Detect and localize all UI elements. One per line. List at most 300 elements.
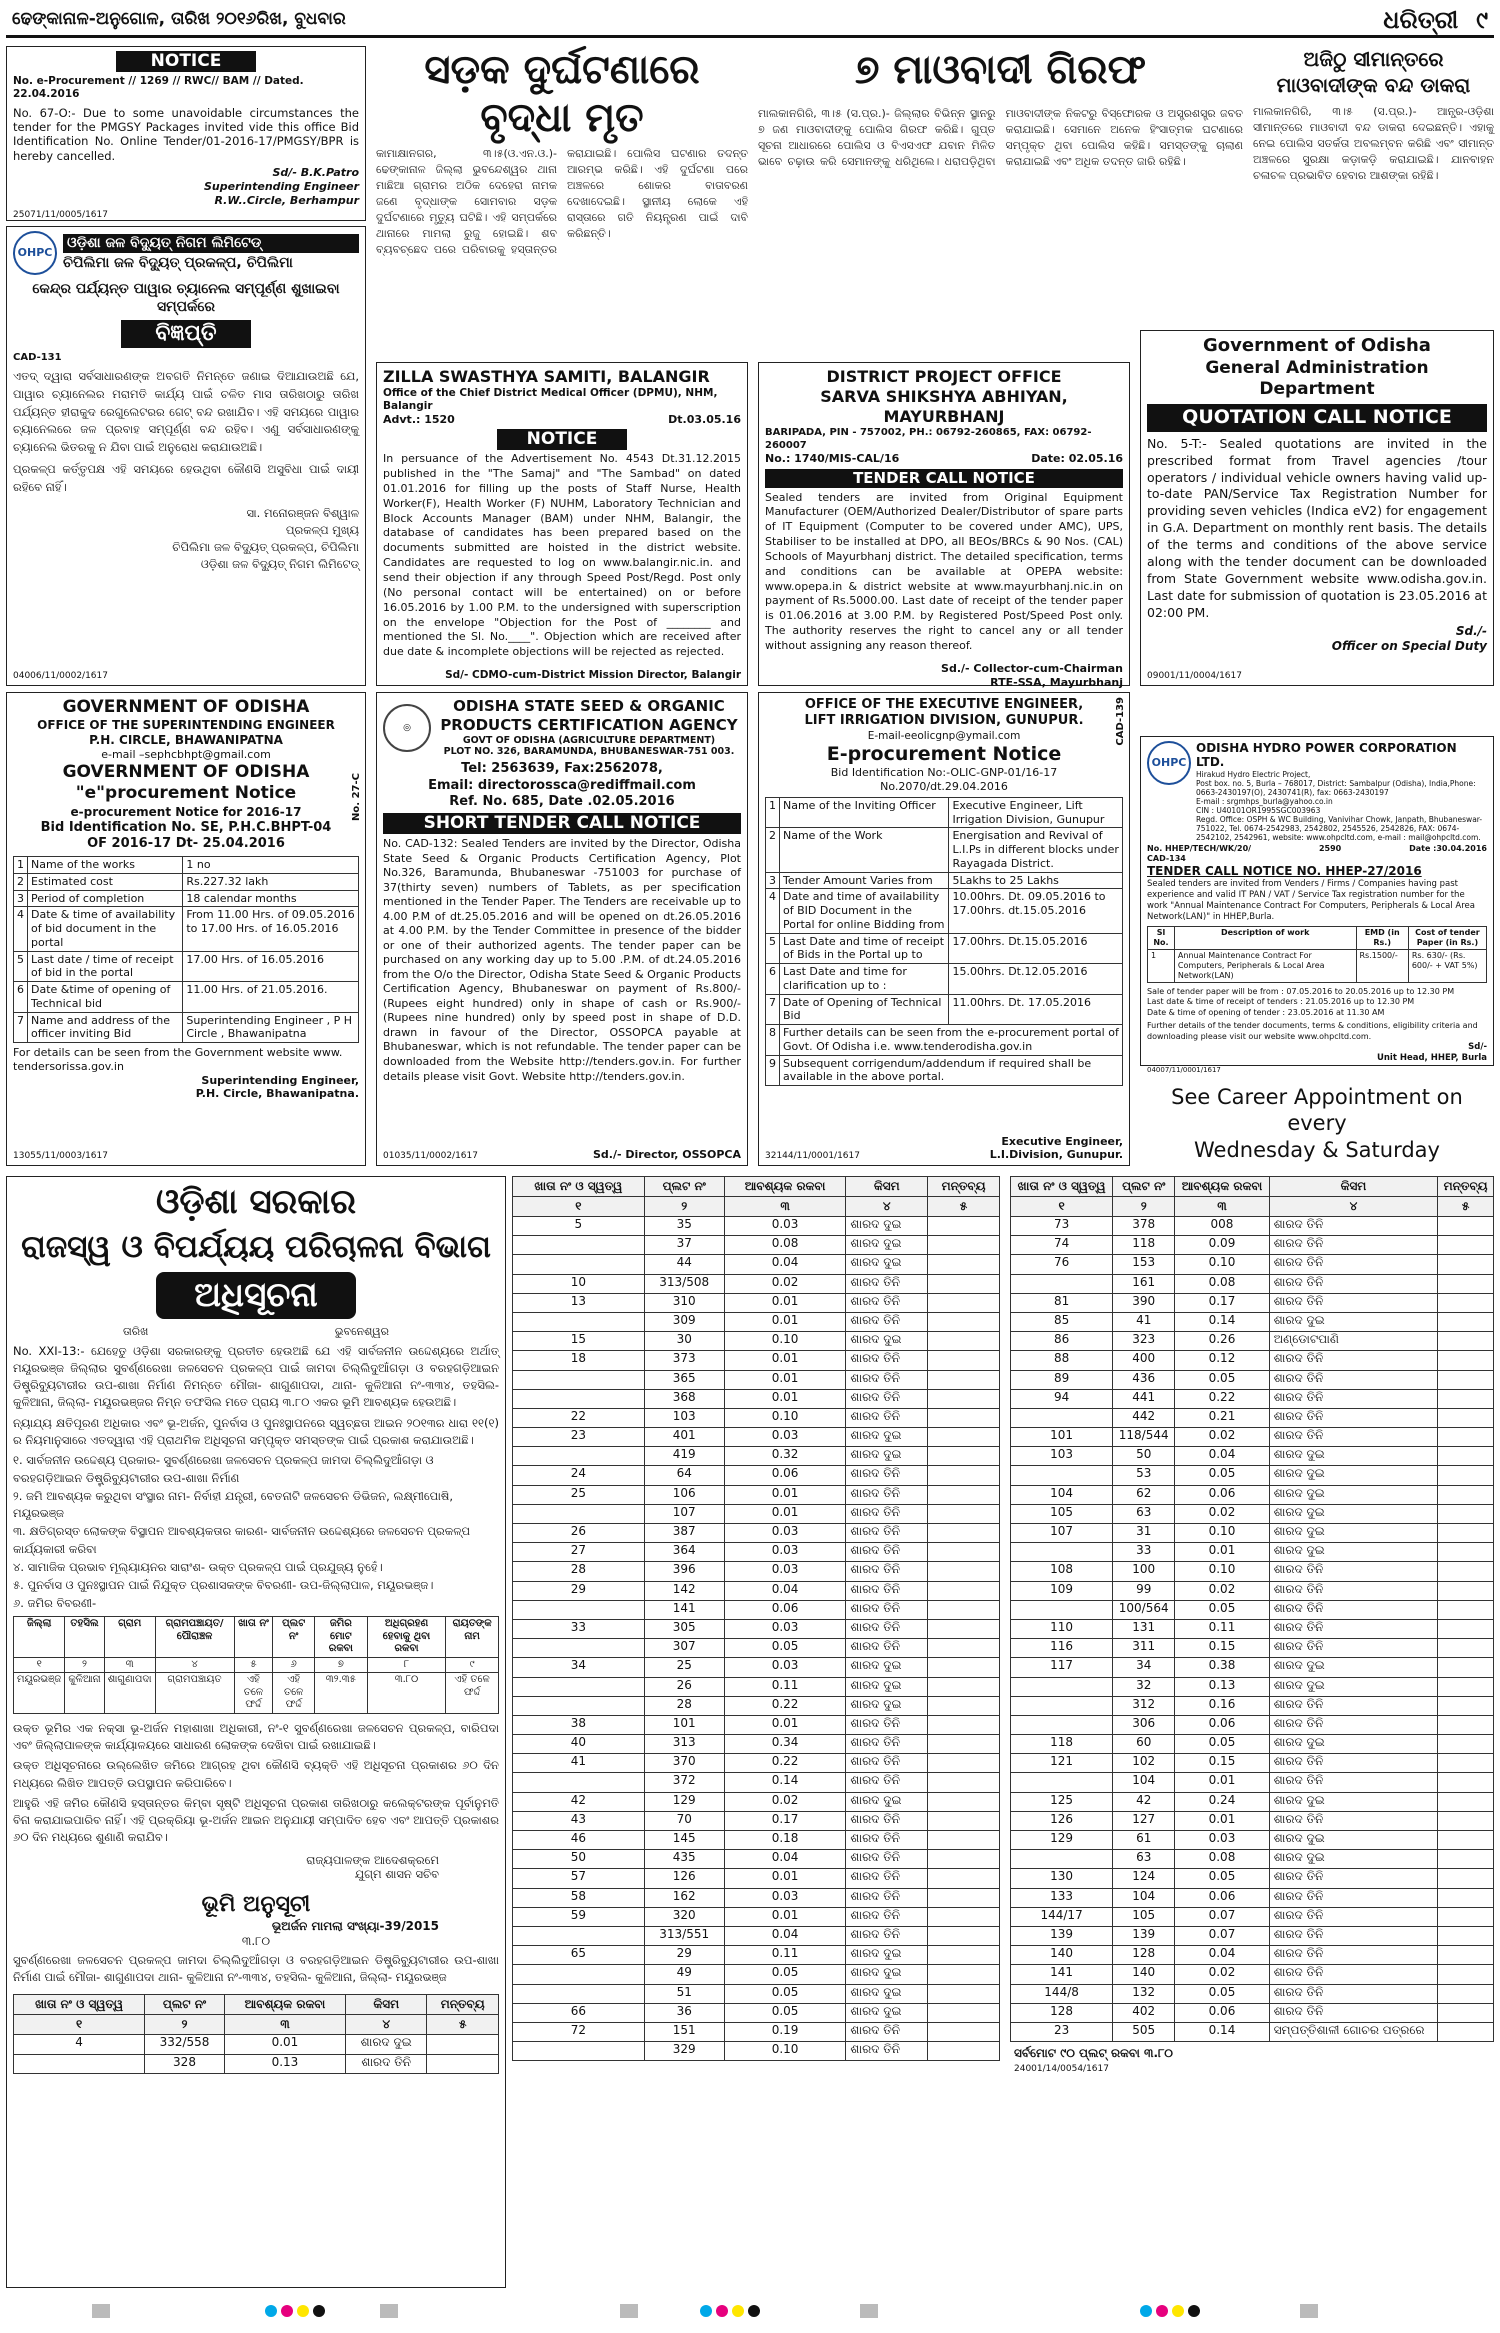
cell: ଶାରଦ ତିନି [1269,1581,1438,1600]
cell: ଶାରଦ ତିନି [1269,1965,1438,1984]
org-title-2: SARVA SHIKSHYA ABHIYAN, MAYURBHANJ [820,387,1068,426]
cell: 364 [644,1543,724,1562]
table-row [513,1850,1000,1869]
cell [1438,1639,1494,1658]
cell: ଶାରଦ ଦୁଇ [846,1677,928,1696]
cell: 309 [644,1312,724,1331]
table-row [513,1792,1000,1811]
cell: ଶାରଦ ତିନି [846,2042,928,2061]
schedule-area: ୩.୮୦ [241,1933,271,1948]
cell [1438,1370,1494,1389]
cell [1438,1677,1494,1696]
cell [1011,1600,1113,1619]
cell: ଶାରଦ ତିନି [846,1485,928,1504]
cell: 121 [1011,1754,1113,1773]
cell: 100/564 [1113,1600,1175,1619]
revenue-notification [6,1176,506,2288]
table-row [1011,2003,1494,2022]
cell: ଶାରଦ ତିନି [1269,1715,1438,1734]
cell: 34 [513,1658,645,1677]
cell: 53 [1113,1466,1175,1485]
cell: 144/17 [1011,1907,1113,1926]
cell: ଶାରଦ ତିନି [846,1907,928,1926]
table-row [513,1811,1000,1830]
table-row [513,1447,1000,1466]
cell: 4 [14,2035,145,2054]
cmyk-dot-cyan [265,2305,277,2317]
cell [928,1504,1000,1523]
cell: 105 [1011,1504,1113,1523]
cell: 0.32 [724,1447,846,1466]
org-title-4: GOVERNMENT OF ODISHA [62,762,310,782]
cell [928,1428,1000,1447]
cmyk-dot-magenta [1156,2305,1168,2317]
cell: 0.10 [1175,1524,1269,1543]
header-cell: ପ୍ଲଟ ନଂ [1113,1177,1175,1197]
cell: 108 [1011,1562,1113,1581]
sign-line-1: Sd/- [1468,1041,1487,1052]
cell [1438,1562,1494,1581]
cell: ଶାରଦ ଦୁଇ [846,1217,928,1236]
cell: 38 [513,1715,645,1734]
cell: 1 [766,797,780,828]
cell: 25 [513,1485,645,1504]
cell: 24 [513,1466,645,1485]
page-number: ୯ [1476,5,1488,34]
advt-no: Advt.: 1520 [383,413,455,427]
cell: 323 [1113,1332,1175,1351]
table-row [766,872,1123,889]
cell: 0.05 [1175,1600,1269,1619]
cell: 139 [1113,1926,1175,1945]
cell: 43 [513,1811,645,1830]
cell: 0.22 [724,1696,846,1715]
header-cell: ମନ୍ତବ୍ୟ [1438,1177,1494,1197]
registration-block [380,2304,398,2318]
cell: 37 [644,1236,724,1255]
cell: 441 [1113,1389,1175,1408]
table-row [14,2054,499,2073]
cell: 124 [1113,1869,1175,1888]
cell [1438,1466,1494,1485]
cell: 401 [644,1428,724,1447]
cell: ୩.୮୦ [367,1673,445,1714]
cell [513,1926,645,1945]
cell: 0.02 [1175,1965,1269,1984]
cell [513,1600,645,1619]
cell: ଶାରଦ ତିନି [846,1581,928,1600]
cell: ଶାରଦ ଦୁଇ [846,1658,928,1677]
cell: 0.05 [1175,1984,1269,2003]
table-row [14,1673,499,1714]
item-6: ୬. ଜମିର ବିବରଣୀ- [13,1595,97,1610]
cell: ଶାରଦ ଦୁଇ [846,1428,928,1447]
news-headline: ଅଜିଠୁ ସୀମାନ୍ତରେ ମାଓବାଦୀଙ୍କ ବନ୍ଦ ଡାକରା [1276,47,1471,97]
ossopca-tender-notice [376,692,748,1166]
table-row [513,1562,1000,1581]
cell [928,1773,1000,1792]
cell: ଶାରଦ ଦୁଇ [846,1696,928,1715]
cell: 27 [513,1543,645,1562]
cell: 34 [1113,1658,1175,1677]
cell: 0.01 [1175,1811,1269,1830]
cell: 22 [513,1408,645,1427]
career-box [1140,1072,1494,1166]
cell: 15 [513,1332,645,1351]
cell: ଶାରଦ ତିନି [846,1562,928,1581]
cell [1438,1696,1494,1715]
notice-heading: SHORT TENDER CALL NOTICE [383,813,741,834]
org-sub-5: Regd. Office: OSPH & WC Building, Vanivihar Chowk, Janpath, Bhubaneswar-751022, Tel. 0674-2542983, 2542802, 2545526, 2542826, FAX: 0674-2542102, 2542961, website: www.ohpcltd.com, e-mail : mail@ohpcltd.com. [1196,814,1483,842]
table-row [1011,1332,1494,1351]
cell: 118/544 [1113,1428,1175,1447]
cell: ଶାରଦ ତିନି [846,1926,928,1945]
cell: ଗ୍ରାମପଞ୍ଚାୟତ [155,1673,234,1714]
table-row [513,1984,1000,2003]
cell: Name of the works [28,857,183,874]
cell: ଶାରଦ ତିନି [1269,1236,1438,1255]
cell: 0.05 [724,1639,846,1658]
cell: 373 [644,1351,724,1370]
cell: Energisation and Revival of L.I.Ps in different blocks under Rayagada District. [949,828,1123,872]
cell [513,1312,645,1331]
sign-line-1: Superintending Engineer, [201,1073,359,1087]
cell: 0.14 [1175,2022,1269,2041]
cell: 62 [1113,1485,1175,1504]
cell [1438,2022,1494,2041]
cell: 100 [1113,1562,1175,1581]
header-cell: ୪ [1269,1197,1438,1217]
header-cell: ଖାତା ନଂ ଓ ସ୍ୱତ୍ୱ [1011,1177,1113,1197]
cell: ଶାରଦ ତିନି [846,1543,928,1562]
cell: Further details can be seen from the e-procurement portal of Govt. Of Odisha i.e. www.tenderodisha.gov.in [780,1025,1123,1056]
table-row [513,1332,1000,1351]
table-row [513,1715,1000,1734]
cell: ଶାରଦ ତିନି [1269,1370,1438,1389]
cell: 64 [644,1466,724,1485]
cell: 89 [1011,1370,1113,1389]
ad-ref: 25071/11/0005/1617 [13,210,108,221]
table-row [1011,1792,1494,1811]
cell [928,1389,1000,1408]
cell [1438,1888,1494,1907]
table-row [14,890,359,907]
cell: ଶାରଦ ଦୁଇ [1269,1504,1438,1523]
cell: 2 [14,873,28,890]
cell: 26 [644,1677,724,1696]
cell [928,1293,1000,1312]
cell: 436 [1113,1370,1175,1389]
news-body: ମାଲକାନଗିରି, ୩।୫ (ସ.ପ୍ର.)- ଜିଲ୍ଲାର ବିଭିନ୍ନ ସ୍ଥାନରୁ ୭ ଜଣ ମାଓବାଦୀଙ୍କୁ ପୋଲିସ ଗିରଫ କରିଛି। ଗୁପ୍ତ ସୂଚନା ଆଧାରରେ ପୋଲିସ ଓ ବିଏସଏଫ ଯବାନ ମିଳିତ ଭାବେ ଚଢ଼ାଉ କରି ସେମାନଙ୍କୁ ଧରିଥିଲେ। ଧରାପଡ଼ିଥିବା ମାଓବାଦୀଙ୍କ ନିକଟରୁ ବିସ୍ଫୋରକ ଓ ଅସ୍ତ୍ରଶସ୍ତ୍ର ଜବତ କରାଯାଇଛି। ସେମାନେ ଅନେକ ହିଂସାତ୍ମକ ଘଟଣାରେ ସମ୍ପୃକ୍ତ ଥିବା ପୋଲିସ କହିଛି। ସମସ୍ତଙ୍କୁ ଚାଲାଣ କରାଯାଇଛି ଏବଂ ଅଧିକ ତଦନ୍ତ ଜାରି ରହିଛି। [758,107,1243,168]
cell: 23 [1011,2022,1113,2041]
cell: 0.12 [1175,1351,1269,1370]
cell: 118 [1011,1735,1113,1754]
cell: 129 [644,1792,724,1811]
cell: ଶାରଦ ଦୁଇ [846,2003,928,2022]
schedule-title: ଭୂମି ଅନୁସୂଚୀ [201,1891,311,1918]
cmyk-dot-black [313,2305,325,2317]
cell: 41 [513,1754,645,1773]
zilla-swasthya-notice [376,362,748,686]
sign-line-1: Sd./- Collector-cum-Chairman [941,661,1123,675]
cell: 109 [1011,1581,1113,1600]
cell: 129 [1011,1831,1113,1850]
cell [928,1677,1000,1696]
cmyk-dot-yellow [1172,2305,1184,2317]
notice-heading: ଅଧିସୂଚନା [156,1272,356,1319]
cell: 0.01 [724,1389,846,1408]
cell: ସମ୍ପତ୍ତିଶାଳୀ ଗୋଚର ପତ୍ରରେ [1269,2022,1438,2041]
cell: Subsequent corrigendum/addendum if required shall be available in the above portal. [780,1055,1123,1086]
cell: 0.01 [1175,1543,1269,1562]
cell [928,1543,1000,1562]
header-cell: କିସମ [346,1995,427,2015]
cell: 49 [644,1965,724,1984]
cell [928,1639,1000,1658]
cell: 372 [644,1773,724,1792]
org-title-3: P.H. CIRCLE, BHAWANIPATNA [89,733,283,748]
cell: ଶାରଦ ଦୁଇ [1269,1543,1438,1562]
cell: From 11.00 Hrs. of 09.05.2016 to 17.00 Hrs. of 16.05.2016 [183,907,359,951]
cell: 4 [766,889,780,933]
cell: 162 [644,1888,724,1907]
ohpc-table [1147,926,1487,983]
table-row [513,1639,1000,1658]
notice-body: Sealed tenders are invited from Venders / Firms / Companies having past experience and valid IT PAN / VAT / Service Tax registration number for the work "Annual Maintenance Contract For Computers, Peripherals & Local Area Network(LAN)" in HHEP,Burla. [1147,878,1475,922]
cell: 51 [644,1984,724,2003]
cell: ଶାରଦ ତିନି [846,1274,928,1293]
notice-pmgsy [6,46,366,221]
news-headline: ସଡ଼କ ଦୁର୍ଘଟଣାରେ ବୃଦ୍ଧା ମୃତ [424,46,700,141]
table-row [1011,1926,1494,1945]
cell: 132 [1113,1984,1175,2003]
table-row [513,1389,1000,1408]
notice-body: ଏତଦ୍ ଦ୍ୱାରା ସର୍ବସାଧାରଣଙ୍କ ଅବଗତି ନିମନ୍ତେ ଜଣାଇ ଦିଆଯାଉଅଛି ଯେ, ପାୱାର ଚ୍ୟାନେଲର ମରାମତି କାର୍ଯ୍ୟ ପାଇଁ ଚଳିତ ମାସ ତାରିଖଠାରୁ ତାରିଖ ପର୍ଯ୍ୟନ୍ତ ହୀରାକୁଦ ରେଗୁଲେଟରର ଗେଟ୍ ବନ୍ଦ ରଖାଯିବ। ଏହି ସମୟରେ ପାୱାର ଚ୍ୟାନେଲରେ ଜଳ ପ୍ରବାହ ସମ୍ପୂର୍ଣ୍ଣ ବନ୍ଦ ରହିବ। ଏଣୁ ସର୍ବସାଧାରଣଙ୍କୁ ଚ୍ୟାନେଲ ଭିତରକୁ ନ ଯିବା ପାଇଁ ଅନୁରୋଧ କରାଯାଉଅଛି। [13,369,359,455]
cell: 0.17 [1175,1293,1269,1312]
header-cell: ୩ [224,2015,345,2035]
cell: 0.22 [1175,1389,1269,1408]
cad-ref: CAD-134 [1147,853,1186,863]
cell: 0.17 [724,1811,846,1830]
cell [1011,1543,1113,1562]
cell [513,1984,645,2003]
cell: 0.11 [724,1677,846,1696]
header-cell: EMD (in Rs.) [1356,926,1408,949]
cell: 0.11 [724,1946,846,1965]
cell: ୨ [65,1657,104,1673]
cell: 103 [1011,1447,1113,1466]
cell: ଶାରଦ ତିନି [1269,1562,1438,1581]
cell: 130 [1011,1869,1113,1888]
cell: 3 [14,890,28,907]
cell: ଶାରଦ ତିନି [1269,1869,1438,1888]
cell: 117 [1011,1658,1113,1677]
table-row [513,1658,1000,1677]
table-row [513,1600,1000,1619]
table-row [513,1907,1000,1926]
cell: 0.19 [724,2022,846,2041]
cell: 126 [1011,1811,1113,1830]
table-row [513,1370,1000,1389]
cell: ଶାରଦ ଦୁଇ [1269,1485,1438,1504]
cell [1438,1524,1494,1543]
header-cell: ଗ୍ରାମ [104,1617,155,1658]
cell: 0.24 [1175,1792,1269,1811]
table-row [1011,1831,1494,1850]
cell: 442 [1113,1408,1175,1427]
cell [1438,1773,1494,1792]
table-row [1011,1389,1494,1408]
cell: ଶାରଦ ତିନି [1269,1351,1438,1370]
cell: 0.05 [724,1984,846,2003]
cell: 76 [1011,1255,1113,1274]
cell: ଶାରଦ ତିନି [346,2054,427,2073]
cell: ଶାରଦ ଦୁଇ [1269,1658,1438,1677]
cell: 125 [1011,1792,1113,1811]
cell: 28 [513,1562,645,1581]
cell: 59 [513,1907,645,1926]
table-row [1011,1312,1494,1331]
cell: 107 [1011,1524,1113,1543]
cell: 0.02 [1175,1428,1269,1447]
land-table [512,1176,1000,2061]
cell: 0.01 [224,2035,345,2054]
org-title-1: ODISHA STATE SEED & ORGANIC [453,697,725,715]
cell: Date and time of availability of BID Document in the Portal for online Bidding from [780,889,949,933]
date-label: ତାରିଖ [123,1324,149,1338]
cell: ଶାରଦ ତିନି [1269,1907,1438,1926]
header-cell: Cost of tender Paper (in Rs.) [1408,926,1486,949]
cell: 145 [644,1831,724,1850]
table-row [766,797,1123,828]
cell: 8 [766,1025,780,1056]
cell: ଶାରଦ ତିନି [1269,1428,1438,1447]
table-row [1011,1581,1494,1600]
table-row [513,1619,1000,1638]
ad-ref: 09001/11/0004/1617 [1147,670,1242,681]
cell: କୁଳିଆନା [65,1673,104,1714]
cell: 139 [1011,1926,1113,1945]
cell: 44 [644,1255,724,1274]
cell: ଶାରଦ ଦୁଇ [846,1332,928,1351]
table-row [513,1965,1000,1984]
cell: 116 [1011,1639,1113,1658]
schedule-table [13,1994,499,2073]
notice-subject: କେନ୍ଦ୍ର ପର୍ଯ୍ୟନ୍ତ ପାୱାର ଚ୍ୟାନେଲ ସମ୍ପୂର୍ଣ୍ଣ ଶୁଖାଇବା ସମ୍ପର୍କରେ [32,281,340,315]
org-title-1: DISTRICT PROJECT OFFICE [826,367,1062,386]
cell [928,1869,1000,1888]
land-detail-table [13,1616,499,1714]
cell: 370 [644,1754,724,1773]
cell: 400 [1113,1351,1175,1370]
cell [1438,1255,1494,1274]
cell: 141 [644,1600,724,1619]
cell: 0.10 [724,1408,846,1427]
notice-body: Sealed tenders are invited from Original Equipment Manufacturer (OEM/Authorized Dealer/Distributor of spare parts of IT Equipment (Computer to be covered under AMC), UPS, Stabiliser to be installed at DPO, all BEOs/BRCs & 90 Nos. (CAL) Schools of Mayurbhanj district. The detailed specification, terms and conditions can be available at OPEPA website: www.opepa.in & district website at www.mayurbhanj.nic.in on payment of Rs.5000.00. Last date of receipt of the tender paper is 01.06.2016 at 3.00 P.M. by Registered Post/Speed Post only. The authority reserves the right to cancel any or all tender without assigning any reason thereof. [765,490,1123,652]
cell [928,1984,1000,2003]
org-title-2: PRODUCTS CERTIFICATION AGENCY [440,715,738,734]
header-cell: ପ୍ଲଟ ନଂ [145,1995,225,2015]
cell: 505 [1113,2022,1175,2041]
cell: 5 [14,951,28,982]
cell: ଶାରଦ ଦୁଇ [846,1792,928,1811]
table-row [1011,1850,1494,1869]
cell: 18 calendar months [183,890,359,907]
cell [513,1447,645,1466]
cell: ଏହି ତଳେ ଫର୍ଦ୍ଦ [273,1673,314,1714]
cmyk-dot-magenta [281,2305,293,2317]
letter-date: Date :30.04.2016 [1409,843,1487,853]
cell [1438,1332,1494,1351]
cell: 153 [1113,1255,1175,1274]
side-ref: No. 27-C [350,773,362,821]
cell: 23 [513,1428,645,1447]
cell: ଶାରଦ ତିନି [846,1831,928,1850]
org-email: E-mail-eeolicgnp@ymail.com [867,729,1021,742]
cell: ଶାରଦ ଦୁଇ [846,1946,928,1965]
org-sub-3: E-mail : srgmhps_burla@yahoo.co.in [1196,796,1333,806]
cell: Estimated cost [28,873,183,890]
item-3: ୩. କ୍ଷତିଗ୍ରସ୍ତ ଲୋକଙ୍କ ବିସ୍ଥାପନ ଆବଶ୍ୟକତାର କାରଣ- ସାର୍ବଜନୀନ ଉଦ୍ଦେଶ୍ୟରେ ଜଳସେଚନ ପ୍ରକଳ୍ପ କାର୍ଯ୍ୟକାରୀ କରିବା [13,1524,471,1557]
cell: 0.08 [1175,1850,1269,1869]
ohpc-logo-icon: OHPC [13,231,57,275]
notice-footer: For details can be seen from the Government website www. tendersorissa.gov.in [13,1046,343,1073]
cell: ଶାରଦ ତିନି [1269,1926,1438,1945]
table-row [1011,1677,1494,1696]
open-date: Date & time of opening of tender : 23.05.2016 at 11.30 AM [1147,1007,1385,1017]
cell: 312 [1113,1696,1175,1715]
table-row [1011,1735,1494,1754]
cell [928,1217,1000,1236]
table-row [1011,1619,1494,1638]
cell [1438,1293,1494,1312]
cell [928,1888,1000,1907]
cell: ଶାରଦ ତିନି [846,1466,928,1485]
cell: 0.03 [724,1888,846,1907]
cell: 50 [1113,1447,1175,1466]
cell [1011,1850,1113,1869]
table-row [14,951,359,982]
table-header [513,1177,1000,1197]
notice-heading: QUOTATION CALL NOTICE [1147,404,1487,432]
cell [1438,1485,1494,1504]
sign-line-2: ଯୁଗ୍ମ ଶାସନ ସଚିବ [354,1866,439,1881]
ad-ref: 24001/14/0054/1617 [1014,2064,1109,2075]
table-row [513,1754,1000,1773]
sign-line-2: ପ୍ରକଳ୍ପ ମୁଖ୍ୟ [285,522,359,537]
cell: Last date / time of receipt of bid in the portal [28,951,183,982]
table-row [513,1236,1000,1255]
table-row [1011,1274,1494,1293]
table-row [1011,1370,1494,1389]
cell [513,2042,645,2061]
table-row [14,857,359,874]
phc-eprocurement-notice [6,692,366,1166]
cell: 101 [1011,1428,1113,1447]
cell: 5Lakhs to 25 Lakhs [949,872,1123,889]
notice-body-4: ଉକ୍ତ ଅଧିସୂଚନାରେ ଉଲ୍ଲେଖିତ ଜମିରେ ଆଗ୍ରହ ଥିବା କୌଣସି ବ୍ୟକ୍ତି ଏହି ଅଧିସୂଚନା ପ୍ରକାଶର ୬୦ ଦିନ ମଧ୍ୟରେ ଲିଖିତ ଆପତ୍ତି ଉପସ୍ଥାପନ କରିପାରିବେ। [13,1758,499,1790]
letter-no: No. HHEP/TECH/WK/20/ [1147,843,1252,853]
cell: 368 [644,1389,724,1408]
cell: 0.01 [724,1504,846,1523]
cell [1438,1236,1494,1255]
cell: 328 [145,2054,225,2073]
cell [1438,1600,1494,1619]
cell [928,1965,1000,1984]
cell: Rs.1500/- [1356,949,1408,982]
cell [1011,1677,1113,1696]
cell [928,1255,1000,1274]
